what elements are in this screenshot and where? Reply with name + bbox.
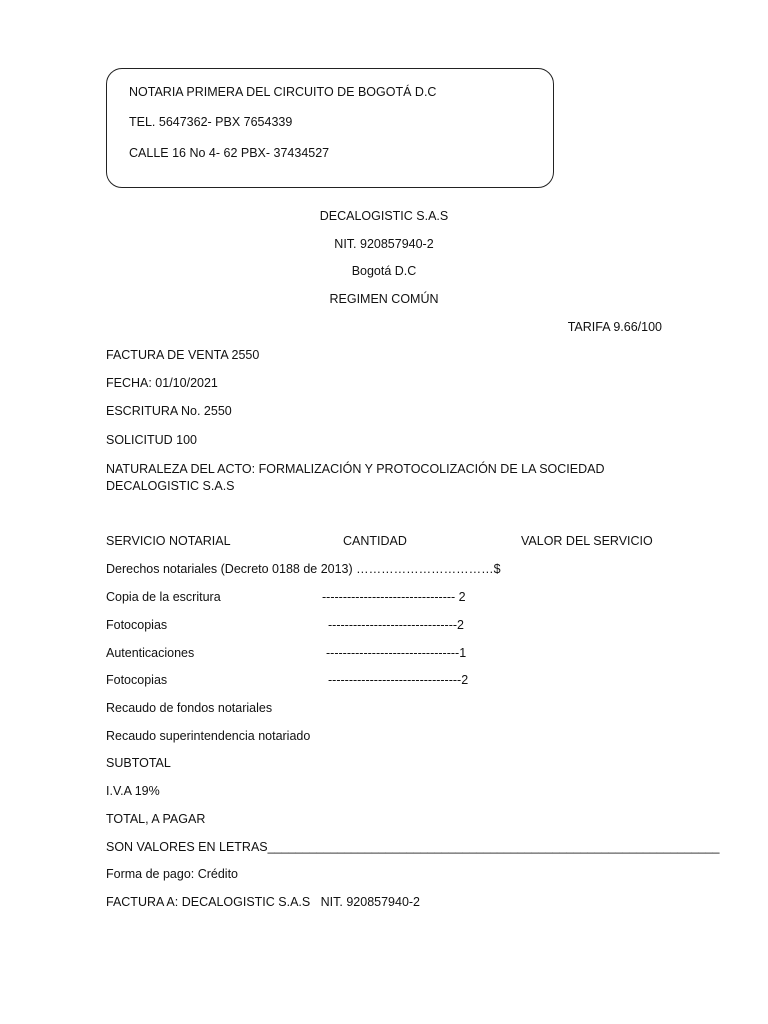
- notary-address: CALLE 16 No 4- 62 PBX- 37434527: [129, 146, 330, 160]
- row-photocopies-2-label: Fotocopias: [106, 673, 168, 687]
- tariff: TARIFA 9.66/100: [567, 320, 662, 334]
- notary-header-box: [106, 68, 554, 188]
- row-notarial-rights: Derechos notariales (Decreto 0188 de 2013) ……………………………$: [106, 562, 501, 576]
- bill-to: FACTURA A: DECALOGISTIC S.A.S NIT. 920857940-2: [106, 895, 421, 909]
- notary-phone: TEL. 5647362- PBX 7654339: [129, 115, 293, 129]
- row-deed-copy-label: Copia de la escritura: [106, 590, 221, 604]
- summary-total: TOTAL, A PAGAR: [106, 812, 206, 826]
- summary-superintendence: Recaudo superintendencia notariado: [106, 729, 311, 743]
- header-value: VALOR DEL SERVICIO: [521, 534, 653, 548]
- row-photocopies-2-leader: --------------------------------2: [328, 673, 469, 687]
- summary-subtotal: SUBTOTAL: [106, 756, 171, 770]
- header-quantity: CANTIDAD: [343, 534, 407, 548]
- row-authentications-leader: --------------------------------1: [326, 646, 467, 660]
- header-service: SERVICIO NOTARIAL: [106, 534, 231, 548]
- client-name: DECALOGISTIC S.A.S: [319, 209, 449, 223]
- notary-name: NOTARIA PRIMERA DEL CIRCUITO DE BOGOTÁ D.C: [129, 85, 437, 99]
- row-authentications-label: Autenticaciones: [106, 646, 195, 660]
- client-regime: REGIMEN COMÚN: [329, 292, 439, 306]
- client-city: Bogotá D.C: [351, 264, 417, 278]
- summary-iva: I.V.A 19%: [106, 784, 160, 798]
- payment-method: Forma de pago: Crédito: [106, 867, 239, 881]
- act-nature: NATURALEZA DEL ACTO: FORMALIZACIÓN Y PROTOCOLIZACIÓN DE LA SOCIEDAD DECALOGISTIC S.A.S: [106, 462, 605, 493]
- client-nit: NIT. 920857940-2: [334, 237, 434, 251]
- deed-number: ESCRITURA No. 2550: [106, 404, 232, 418]
- row-photocopies-label: Fotocopias: [106, 618, 168, 632]
- row-photocopies-leader: -------------------------------2: [328, 618, 464, 632]
- row-deed-copy-leader: -------------------------------- 2: [322, 590, 466, 604]
- invoice-number: FACTURA DE VENTA 2550: [106, 348, 260, 362]
- request-number: SOLICITUD 100: [106, 433, 198, 447]
- invoice-date: FECHA: 01/10/2021: [106, 376, 218, 390]
- summary-in-words: SON VALORES EN LETRAS_________________________________________________________________: [106, 840, 720, 854]
- summary-funds: Recaudo de fondos notariales: [106, 701, 273, 715]
